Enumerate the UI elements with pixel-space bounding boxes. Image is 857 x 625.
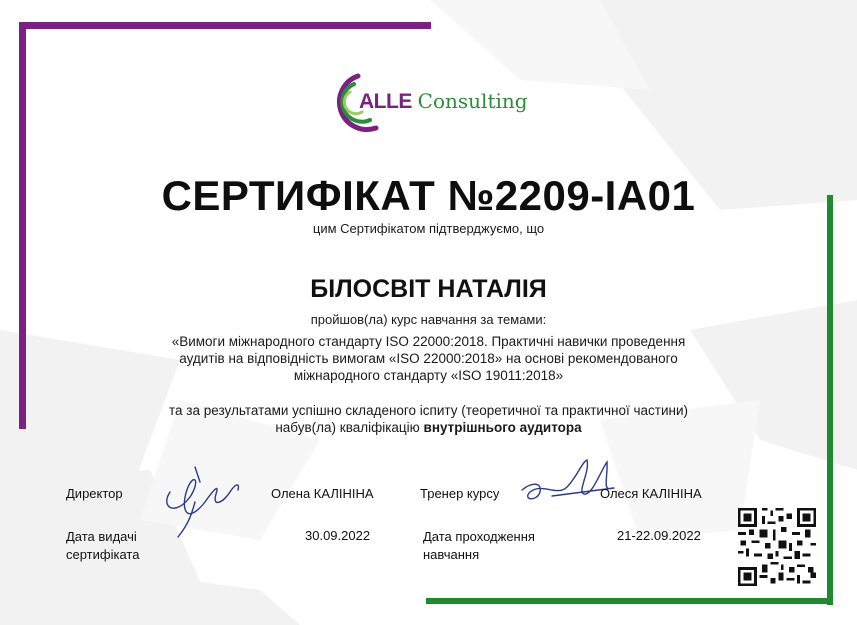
course-description xyxy=(0,333,857,384)
trainer-signature-icon xyxy=(512,452,622,512)
director-signature-icon xyxy=(150,452,250,542)
brand-consulting: Consulting xyxy=(417,89,528,113)
result-line: та за результатами успішно складеного іспиту (теоретичної та практичної частини) xyxy=(169,403,688,418)
brand-alle: ALLE xyxy=(359,90,412,113)
course-line: аудитів на відповідність вимогам «ISO 22000:2018» на основі рекомендованого xyxy=(179,351,678,366)
issue-date-label xyxy=(66,528,139,564)
qualification-line xyxy=(0,420,857,435)
qr-code-icon xyxy=(738,508,816,586)
frame-bottom-green-bar xyxy=(426,598,833,604)
training-date-label-line: навчання xyxy=(423,547,480,562)
frame-top-purple-bar xyxy=(19,22,431,29)
holder-name: БІЛОСВІТ НАТАЛІЯ xyxy=(310,275,547,303)
confirm-line: цим Сертифікатом підтверджуємо, що xyxy=(312,221,545,236)
training-date-value: 21-22.09.2022 xyxy=(617,528,701,543)
course-line: міжнародного стандарту «ISO 19011:2018» xyxy=(293,368,564,383)
certificate-title: СЕРТИФІКАТ №2209-IA01 xyxy=(161,172,696,219)
trainer-name: Олеся КАЛІНІНА xyxy=(600,486,702,501)
qualification-prefix: набув(ла) кваліфікацію xyxy=(275,420,424,435)
qualification-title: внутрішнього аудитора xyxy=(423,420,582,435)
director-label: Директор xyxy=(66,486,123,501)
training-date-label xyxy=(423,528,535,564)
training-date-label-line: Дата проходження xyxy=(423,529,535,544)
course-line: «Вимоги міжнародного стандарту ISO 22000:2018. Практичні навички проведення xyxy=(171,334,686,349)
completed-line: пройшов(ла) курс навчання за темами: xyxy=(310,312,547,327)
frame-right-green-bar xyxy=(827,195,833,605)
director-name: Олена КАЛІНІНА xyxy=(271,486,374,501)
trainer-label: Тренер курсу xyxy=(420,486,500,501)
brand-wordmark xyxy=(359,89,528,114)
issue-date-value: 30.09.2022 xyxy=(305,528,371,543)
issue-date-label-line: сертифіката xyxy=(66,547,140,562)
issue-date-label-line: Дата видачі xyxy=(66,529,137,544)
